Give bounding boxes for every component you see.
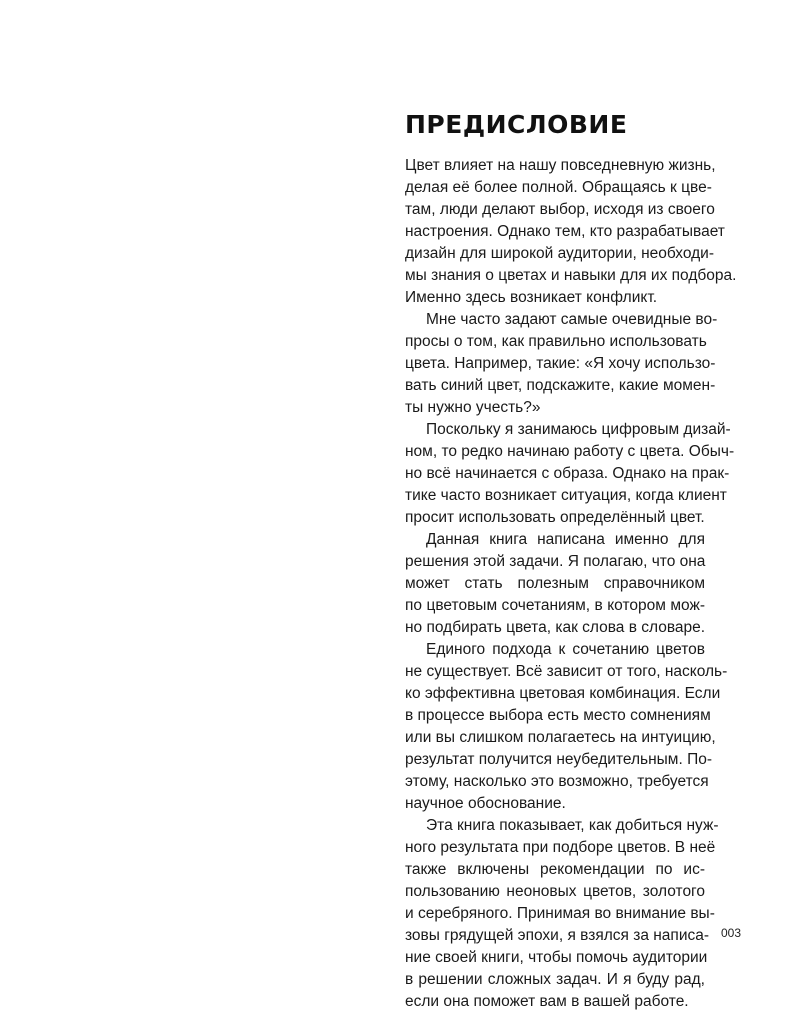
text-line: Цвет влияет на нашу повседневную жизнь, bbox=[405, 157, 716, 174]
text-line: Поскольку я занимаюсь цифровым дизай- bbox=[426, 421, 731, 438]
text-line: Данная книга написана именно для bbox=[426, 531, 705, 548]
text-line: но всё начинается с образа. Однако на прак- bbox=[405, 465, 730, 482]
text-line: Мне часто задают самые очевидные во- bbox=[426, 311, 718, 328]
text-line: настроения. Однако тем, кто разрабатывает bbox=[405, 223, 725, 240]
text-line: ко эффективна цветовая комбинация. Если bbox=[405, 685, 721, 702]
text-line: в процессе выбора есть место сомнениям bbox=[405, 707, 711, 724]
text-line: ние своей книги, чтобы помочь аудитории bbox=[405, 949, 708, 966]
text-line: пользованию неоновых цветов, золотого bbox=[405, 883, 705, 900]
paragraph bbox=[405, 529, 705, 639]
text-line: делая её более полной. Обращаясь к цве- bbox=[405, 179, 712, 196]
text-line: ном, то редко начинаю работу с цвета. Обыч- bbox=[405, 443, 735, 460]
text-line: или вы слишком полагаетесь на интуицию, bbox=[405, 729, 716, 746]
text-line: вать синий цвет, подскажите, какие момен- bbox=[405, 377, 716, 394]
text-line: научное обоснование. bbox=[405, 795, 566, 812]
text-line: Эта книга показывает, как добиться нуж- bbox=[426, 817, 719, 834]
page-title: ПРЕДИСЛОВИЕ bbox=[405, 110, 628, 139]
text-line: цвета. Например, такие: «Я хочу использо- bbox=[405, 355, 716, 372]
text-line: зовы грядущей эпохи, я взялся за написа- bbox=[405, 927, 710, 944]
paragraph bbox=[405, 815, 719, 1013]
text-line: не существует. Всё зависит от того, насколь- bbox=[405, 663, 728, 680]
text-line: Именно здесь возникает конфликт. bbox=[405, 289, 658, 306]
paragraph bbox=[405, 639, 728, 815]
text-line: если она поможет вам в вашей работе. bbox=[405, 993, 689, 1010]
text-line: и серебряного. Принимая во внимание вы- bbox=[405, 905, 715, 922]
paragraph bbox=[405, 419, 735, 529]
text-line: решения этой задачи. Я полагаю, что она bbox=[405, 553, 706, 570]
text-line: просит использовать определённый цвет. bbox=[405, 509, 705, 526]
text-line: тике часто возникает ситуация, когда клиент bbox=[405, 487, 727, 504]
page-number: 003 bbox=[720, 926, 741, 940]
paragraph bbox=[405, 155, 737, 309]
text-line: по цветовым сочетаниям, в котором мож- bbox=[405, 597, 705, 614]
text-line: ты нужно учесть?» bbox=[405, 399, 541, 416]
text-line: просы о том, как правильно использовать bbox=[405, 333, 707, 350]
text-line: результат получится неубедительным. По- bbox=[405, 751, 712, 768]
text-line: может стать полезным справочником bbox=[405, 575, 705, 592]
text-line: также включены рекомендации по ис- bbox=[405, 861, 705, 878]
text-line: мы знания о цветах и навыки для их подбора. bbox=[405, 267, 737, 284]
text-line: этому, насколько это возможно, требуется bbox=[405, 773, 709, 790]
paragraph bbox=[405, 309, 718, 419]
text-line: в решении сложных задач. И я буду рад, bbox=[405, 971, 705, 988]
text-line: там, люди делают выбор, исходя из своего bbox=[405, 201, 715, 218]
text-line: ного результата при подборе цветов. В неё bbox=[405, 839, 716, 856]
text-line: но подбирать цвета, как слова в словаре. bbox=[405, 619, 706, 636]
text-line: дизайн для широкой аудитории, необходи- bbox=[405, 245, 714, 262]
text-line: Единого подхода к сочетанию цветов bbox=[426, 641, 705, 658]
